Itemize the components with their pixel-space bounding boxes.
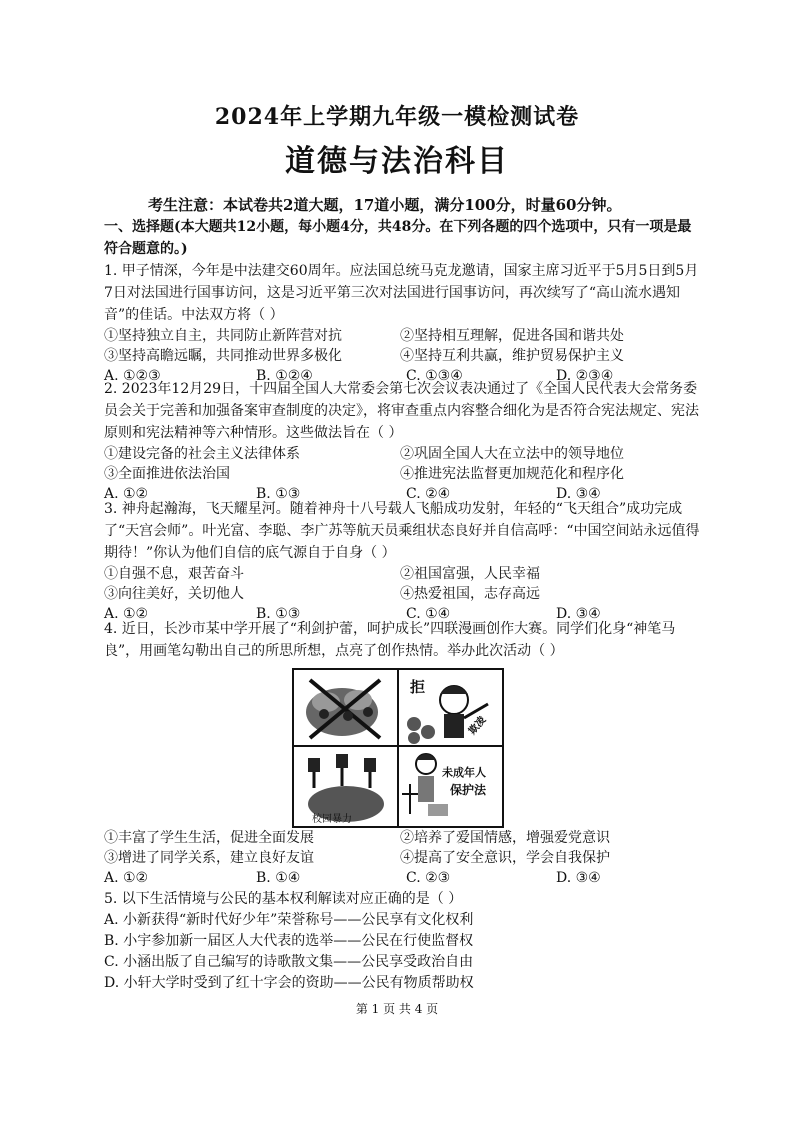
question-3-stem: 3. 神舟起瀚海，飞天耀星河。随着神舟十八号载人飞船成功发射，年轻的“飞天组合”成功完成了“天宫会师”。叶光富、李聪、李广苏等航天员乘组状态良好并自信高呼：“中国空间站永远值得期待！”你认为他们自信的底气源自于自身（ ）: [104, 501, 700, 561]
q3-item-4: ④热爱祖国，志存高远: [400, 586, 540, 602]
q5-option-b: B. 小宇参加新一届区人大代表的选举——公民在行使监督权: [104, 933, 474, 949]
q2-option-c: C. ②④: [406, 486, 451, 502]
q3-item-1: ①自强不息，艰苦奋斗: [104, 566, 244, 582]
q2-item-4: ④推进宪法监督更加规范化和程序化: [400, 466, 624, 482]
q3-option-c: C. ①④: [406, 606, 451, 622]
page-footer: 第 1 页 共 4 页: [355, 1002, 439, 1016]
q3-item-2: ②祖国富强，人民幸福: [400, 566, 540, 582]
q1-item-4: ④坚持互利共赢，维护贸易保护主义: [400, 348, 624, 364]
q4-option-a: A. ①②: [104, 870, 149, 886]
q1-item-1: ①坚持独立自主，共同防止新阵营对抗: [104, 328, 342, 344]
comic-text-school-violence: 校园暴力: [312, 814, 352, 825]
section-heading: 一、选择题(本大题共12小题，每小题4分，共48分。在下列各题的四个选项中，只有一项是最符合题意的。): [104, 219, 692, 257]
q1-item-3: ③坚持高瞻远瞩，共同推动世界多极化: [104, 348, 342, 364]
q4-option-c: C. ②③: [406, 870, 451, 886]
question-2-stem: 2. 2023年12月29日，十四届全国人大常委会第七次会议表决通过了《全国人民代表大会常务委员会关于完善和加强备案审查制度的决定》，将审查重点内容整合细化为是否符合宪法规定、宪法原则和宪法精神等六种情形。这些做法旨在（ ）: [104, 381, 699, 441]
comic-text-refuse: 拒: [410, 678, 426, 696]
q4-item-3: ③增进了同学关系，建立良好友谊: [104, 850, 314, 866]
comic-text-protection-law: 保护法: [450, 783, 487, 797]
q2-item-3: ③全面推进依法治国: [104, 466, 230, 482]
q5-option-c: C. 小涵出版了自己编写的诗歌散文集——公民享受政治自由: [104, 954, 474, 970]
exam-title: 2024年上学期九年级一模检测试卷: [214, 104, 580, 130]
comic-text-bullying: 欺凌: [467, 714, 489, 738]
q3-option-d: D. ③④: [556, 606, 601, 622]
q2-item-1: ①建设完备的社会主义法律体系: [104, 446, 300, 462]
q2-option-b: B. ①③: [256, 486, 301, 502]
q1-option-a: A. ①②③: [104, 368, 161, 384]
q1-item-2: ②坚持相互理解，促进各国和谐共处: [400, 328, 624, 344]
q4-item-4: ④提高了安全意识，学会自我保护: [400, 850, 610, 866]
q4-option-b: B. ①④: [256, 870, 301, 886]
q5-option-d: D. 小轩大学时受到了红十字会的资助——公民有物质帮助权: [104, 975, 474, 991]
question-4-stem: 4. 近日，长沙市某中学开展了“利剑护蕾，呵护成长”四联漫画创作大赛。同学们化身“神笔马良”，用画笔勾勒出自己的所思所想，点亮了创作热情。举办此次活动（ ）: [104, 621, 676, 659]
q1-option-b: B. ①②④: [256, 368, 313, 384]
question-1-stem: 1. 甲子情深，今年是中法建交60周年。应法国总统马克龙邀请，国家主席习近平于5月5日到5月7日对法国进行国事访问，这是习近平第三次对法国进行国事访问，再次续写了“高山流水遇知音”的佳话。中法双方将（ ）: [104, 263, 699, 323]
q2-option-a: A. ①②: [104, 486, 149, 502]
q1-option-c: C. ①③④: [406, 368, 463, 384]
q2-item-2: ②巩固全国人大在立法中的领导地位: [400, 446, 624, 462]
subject-title: 道德与法治科目: [285, 144, 509, 179]
q3-option-a: A. ①②: [104, 606, 149, 622]
q1-option-d: D. ②③④: [556, 368, 614, 384]
comic-text-minors: 未成年人: [442, 766, 486, 779]
question-5-stem: 5. 以下生活情境与公民的基本权利解读对应正确的是（ ）: [104, 891, 463, 907]
q4-item-1: ①丰富了学生生活，促进全面发展: [104, 830, 314, 846]
comic-strip-image: [292, 668, 504, 828]
q2-option-d: D. ③④: [556, 486, 601, 502]
candidate-notice: 考生注意：本试卷共2道大题，17道小题，满分100分，时量60分钟。: [148, 196, 622, 214]
q3-item-3: ③向往美好，关切他人: [104, 586, 244, 602]
q4-option-d: D. ③④: [556, 870, 601, 886]
q4-item-2: ②培养了爱国情感，增强爱党意识: [400, 830, 610, 846]
q3-option-b: B. ①③: [256, 606, 301, 622]
q5-option-a: A. 小新获得“新时代好少年”荣誉称号——公民享有文化权利: [104, 912, 474, 928]
